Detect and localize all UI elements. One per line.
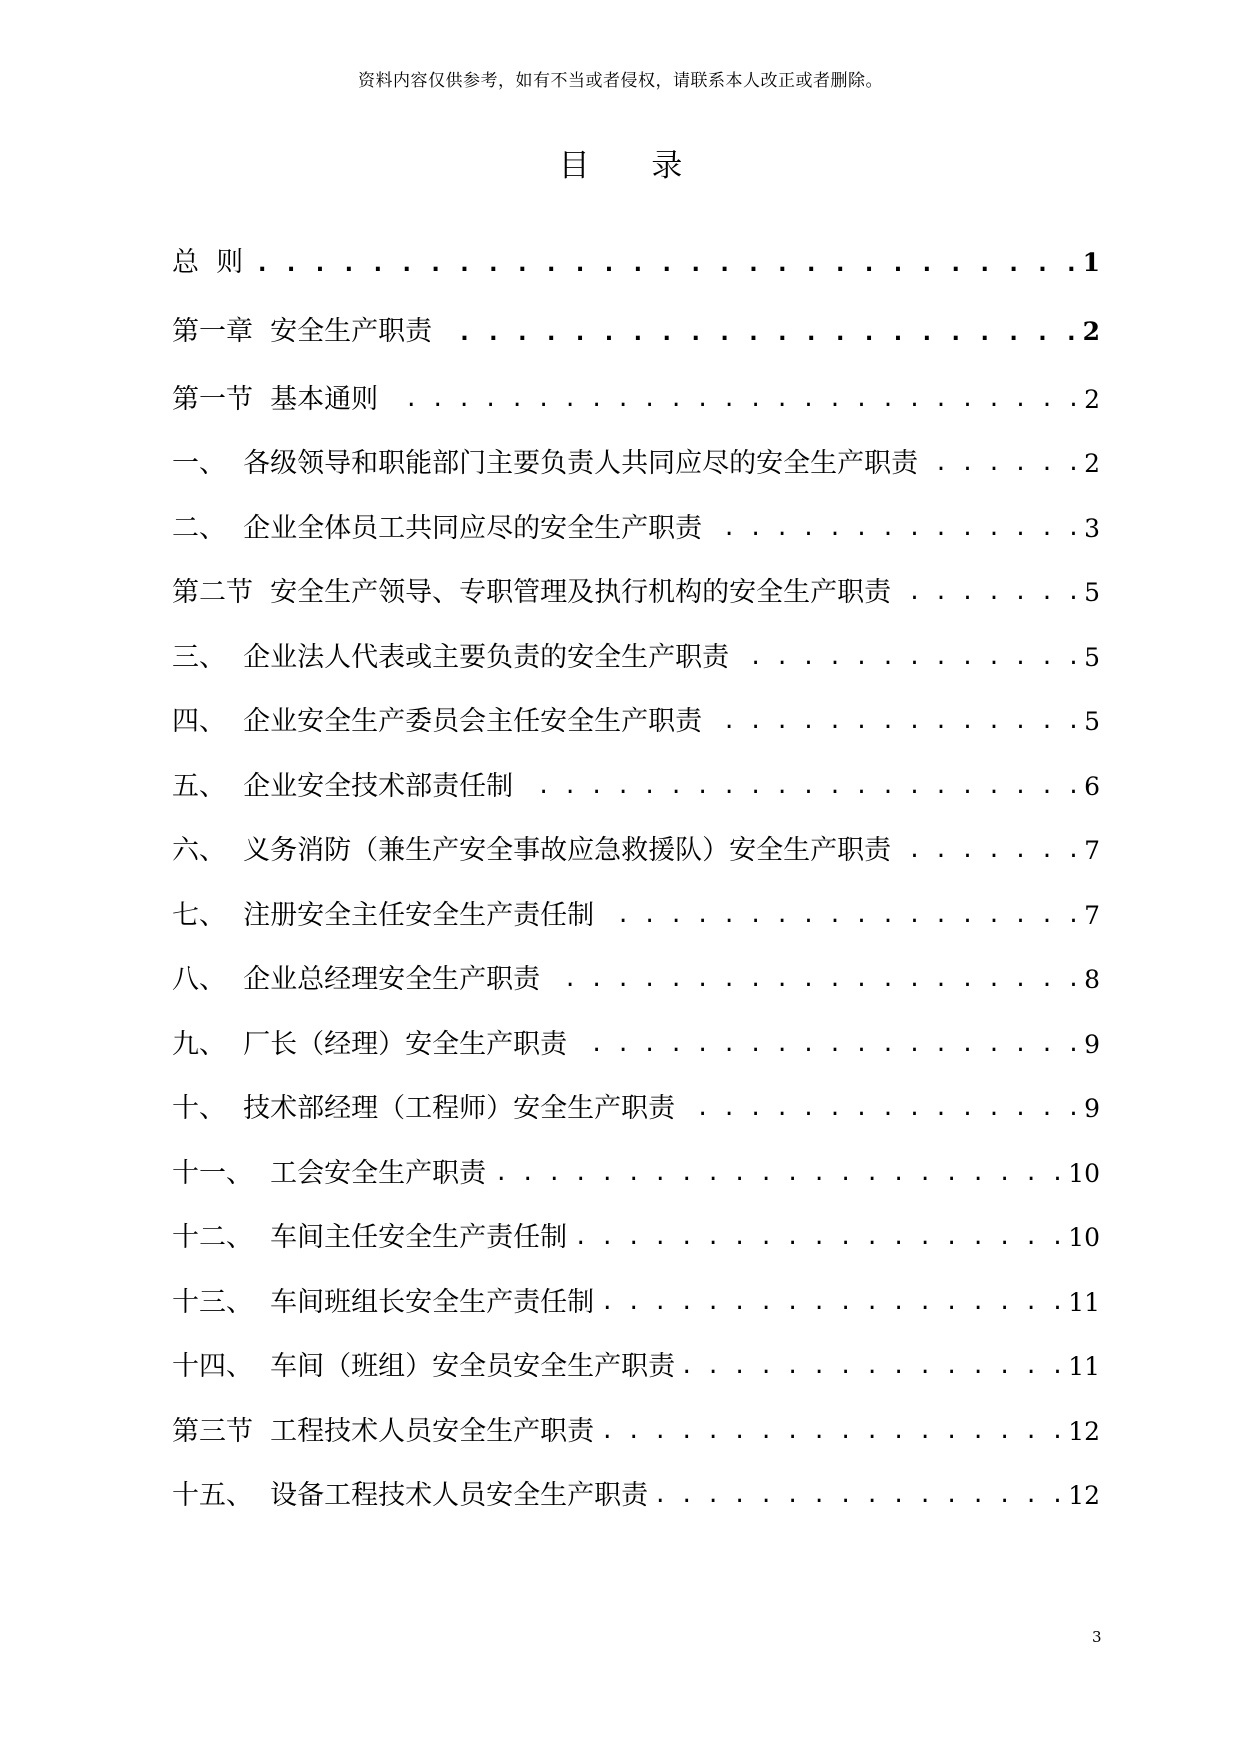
- toc-entry-label: 五、 企业安全技术部责任制: [172, 771, 514, 802]
- toc-entry-page: 10: [1068, 1159, 1100, 1188]
- toc-entry-label: 十二、 车间主任安全生产责任制: [172, 1222, 568, 1253]
- toc-entry-page: 2: [1084, 385, 1100, 414]
- toc-entry-label: 第一章 安全生产职责: [172, 316, 433, 347]
- toc-entry[interactable]: [172, 243, 1100, 283]
- toc-entry-page: 2: [1082, 317, 1100, 346]
- toc-dot-leader: [550, 960, 1080, 1000]
- toc-entry-label: 第二节 安全生产领导、专职管理及执行机构的安全生产职责: [172, 577, 892, 608]
- toc-entry-label: 十五、 设备工程技术人员安全生产职责: [172, 1480, 649, 1511]
- toc-entry-label: 二、 企业全体员工共同应尽的安全生产职责: [172, 513, 703, 544]
- toc-entry-label: 八、 企业总经理安全生产职责: [172, 964, 541, 995]
- toc-entry-page: 12: [1068, 1417, 1100, 1446]
- toc-entry[interactable]: [172, 1412, 1100, 1452]
- toc-dot-leader: [523, 767, 1080, 807]
- toc-entry-label: 一、 各级领导和职能部门主要负责人共同应尽的安全生产职责: [172, 448, 919, 479]
- toc-entry[interactable]: [172, 444, 1100, 484]
- toc-dot-leader: [604, 896, 1080, 936]
- toc-dot-leader: [496, 1154, 1064, 1194]
- toc-entry-page: 9: [1084, 1094, 1100, 1123]
- toc-dot-leader: [442, 312, 1078, 352]
- toc-title: 目 录: [558, 148, 709, 184]
- toc-entry-page: 8: [1084, 965, 1100, 994]
- toc-dot-leader: [658, 1476, 1064, 1516]
- toc-entry-label: 十、 技术部经理（工程师）安全生产职责: [172, 1093, 676, 1124]
- toc-dot-leader: [604, 1412, 1064, 1452]
- toc-entry[interactable]: [172, 573, 1100, 613]
- toc-entry-page: 5: [1084, 707, 1100, 736]
- toc-entry[interactable]: [172, 638, 1100, 678]
- toc-entry[interactable]: [172, 1154, 1100, 1194]
- toc-entry-label: 十三、 车间班组长安全生产责任制: [172, 1287, 595, 1318]
- toc-entry[interactable]: [172, 312, 1100, 352]
- toc-entry[interactable]: [172, 1283, 1100, 1323]
- toc-entry[interactable]: [172, 509, 1100, 549]
- toc-entry-label: 总 则: [172, 247, 244, 278]
- toc-dot-leader: [388, 380, 1080, 420]
- toc-dot-leader: [577, 1218, 1064, 1258]
- toc-entry-label: 十一、 工会安全生产职责: [172, 1158, 487, 1189]
- toc-dot-leader: [604, 1283, 1064, 1323]
- toc-entry[interactable]: [172, 1218, 1100, 1258]
- toc-entry-label: 三、 企业法人代表或主要负责的安全生产职责: [172, 642, 730, 673]
- toc-entry-page: 11: [1068, 1288, 1100, 1317]
- toc-dot-leader: [577, 1025, 1080, 1065]
- toc-dot-leader: [685, 1089, 1080, 1129]
- toc-dot-leader: [712, 702, 1080, 742]
- toc-entry-page: 6: [1084, 772, 1100, 801]
- toc-entry[interactable]: [172, 960, 1100, 1000]
- page-number: 3: [1092, 1628, 1102, 1646]
- toc-dot-leader: [253, 243, 1078, 283]
- toc-entry[interactable]: [172, 831, 1100, 871]
- header-disclaimer: 资料内容仅供参考，如有不当或者侵权，请联系本人改正或者删除。: [358, 71, 883, 91]
- toc-entry[interactable]: [172, 1025, 1100, 1065]
- toc-entry[interactable]: [172, 767, 1100, 807]
- toc-entry-page: 1: [1082, 248, 1100, 277]
- toc-dot-leader: [739, 638, 1080, 678]
- toc-dot-leader: [712, 509, 1080, 549]
- toc-entry-page: 7: [1084, 836, 1100, 865]
- toc-dot-leader: [928, 444, 1080, 484]
- toc-entry[interactable]: [172, 1347, 1100, 1387]
- toc-entry-page: 3: [1084, 514, 1100, 543]
- toc-entry-label: 四、 企业安全生产委员会主任安全生产职责: [172, 706, 703, 737]
- toc-entry[interactable]: [172, 380, 1100, 420]
- toc-entry-page: 11: [1068, 1352, 1100, 1381]
- toc-entry-label: 第一节 基本通则: [172, 384, 379, 415]
- toc-entry-page: 12: [1068, 1481, 1100, 1510]
- toc-entry-page: 2: [1084, 449, 1100, 478]
- toc-entry-page: 10: [1068, 1223, 1100, 1252]
- toc-entry-page: 9: [1084, 1030, 1100, 1059]
- toc-entry[interactable]: [172, 1476, 1100, 1516]
- toc-entry-label: 第三节 工程技术人员安全生产职责: [172, 1416, 595, 1447]
- toc-entry[interactable]: [172, 1089, 1100, 1129]
- toc-dot-leader: [685, 1347, 1064, 1387]
- toc-dot-leader: [901, 831, 1080, 871]
- toc-entry-label: 六、 义务消防（兼生产安全事故应急救援队）安全生产职责: [172, 835, 892, 866]
- toc-entry-page: 5: [1084, 643, 1100, 672]
- toc-entry-page: 5: [1084, 578, 1100, 607]
- toc-entry[interactable]: [172, 896, 1100, 936]
- toc-entry-label: 十四、 车间（班组）安全员安全生产职责: [172, 1351, 676, 1382]
- toc-entry-page: 7: [1084, 901, 1100, 930]
- toc-entry[interactable]: [172, 702, 1100, 742]
- toc-dot-leader: [901, 573, 1080, 613]
- toc-entry-label: 九、 厂长（经理）安全生产职责: [172, 1029, 568, 1060]
- toc-entry-label: 七、 注册安全主任安全生产责任制: [172, 900, 595, 931]
